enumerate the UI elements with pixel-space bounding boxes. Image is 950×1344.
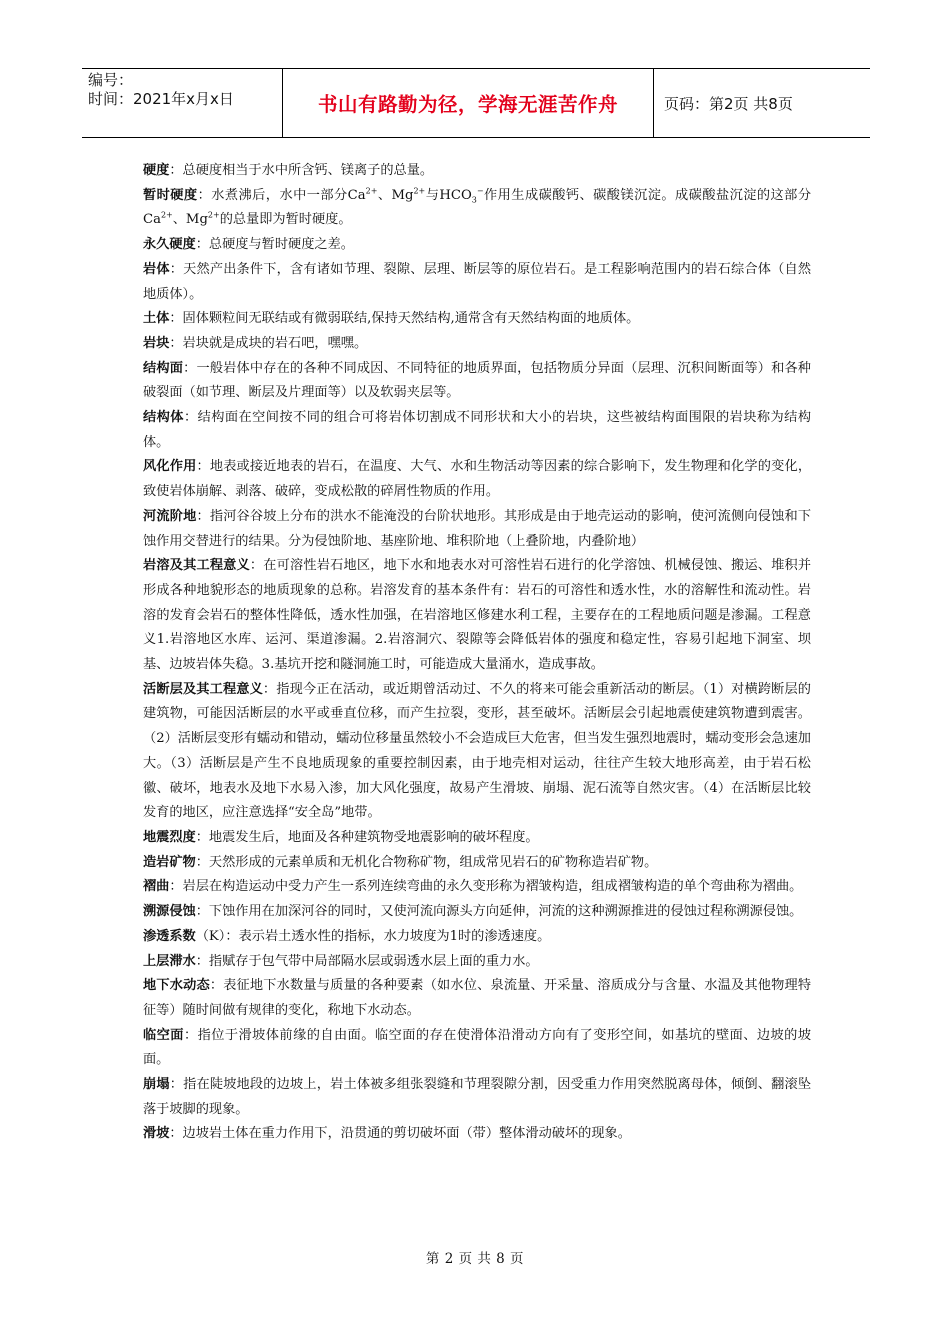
- entry-term: 岩块: [143, 335, 170, 351]
- entry-term: 活断层及其工程意义: [143, 681, 263, 697]
- glossary-entry: [143, 233, 811, 258]
- entry-description: ：总硬度与暂时硬度之差。: [195, 237, 354, 253]
- entry-term: 永久硬度: [143, 237, 196, 253]
- entry-term: 暂时硬度: [143, 187, 198, 203]
- entry-term: 硬度: [143, 163, 170, 178]
- glossary-entry: [143, 950, 811, 975]
- entry-term: 岩溶及其工程意义: [143, 558, 250, 574]
- glossary-entry: [143, 184, 811, 233]
- entry-description: ：指现今正在活动，或近期曾活动过、不久的将来可能会重新活动的断层。（1）对横跨断层的建筑物，可能因活断层的水平或垂直位移，而产生拉裂，变形，甚至破坏。活断层会引起地震使建筑物遭到震害。（2）活断层变形有蠕动和错动，蠕动位移量虽然较小不会造成巨大危害，但当发生强烈地震时，蠕动变形会急速加大。（3）活断层是产生不良地质现象的重要控制因素，由于地壳相对运动，往往产生较大地形高差，由于岩石松徽、破坏，地表水及地下水易入渗，加大风化强度，故易产生滑坡、崩塌、泥石流等自然灾害。（4）在活断层比较发育的地区，应注意选择“安全岛”地带。: [143, 681, 811, 821]
- entry-description: ：边坡岩土体在重力作用下，沿贯通的剪切破坏面（带）整体滑动破坏的现象。: [169, 1126, 631, 1142]
- entry-term: 结构面: [143, 360, 184, 376]
- header-motto-cell: [282, 69, 654, 137]
- entry-description: ：在可溶性岩石地区，地下水和地表水对可溶性岩石进行的化学溶蚀、机械侵蚀、搬运、堆积并形成各种地貌形态的地质现象的总称。岩溶发育的基本条件有：岩石的可溶性和透水性，水的溶解性和流动性。岩溶的发育会岩石的整体性降低，透水性加强，在岩溶地区修建水利工程，主要存在的工程地质问题是渗漏。工程意义1.岩溶地区水库、运河、渠道渗漏。2.岩溶洞穴、裂隙等会降低岩体的强度和稳定性，容易引起地下洞室、坝基、边坡岩体失稳。3.基坑开挖和隧洞施工时，可能造成大量涌水，造成事故。: [143, 558, 812, 673]
- entry-description: ：指赋存于包气带中局部隔水层或弱透水层上面的重力水。: [195, 953, 539, 969]
- glossary-entry: [143, 332, 811, 357]
- entry-term: 岩体: [143, 261, 170, 277]
- glossary-entry: [143, 1024, 811, 1073]
- glossary-entry: [143, 678, 811, 826]
- desc-part: 、Mg: [172, 212, 208, 228]
- entry-term: 风化作用: [143, 459, 197, 475]
- entry-description: ：指位于滑坡体前缘的自由面。临空面的存在使滑体沿滑动方向有了变形空间，如基坑的壁面、边坡的坡面。: [143, 1027, 812, 1068]
- number-label: 编号：: [88, 71, 134, 89]
- glossary-entry: [143, 925, 811, 950]
- glossary-entry: [143, 1122, 811, 1147]
- page-footer: [0, 1247, 950, 1267]
- glossary-entry: [143, 826, 811, 851]
- superscript: 2+: [413, 186, 426, 196]
- entry-description: ：下蚀作用在加深河谷的同时，又使河流向源头方向延伸，河流的这种溯源推进的侵蚀过程称溯源侵蚀。: [195, 904, 803, 920]
- glossary-entry: [143, 851, 811, 876]
- entry-description: ：天然形成的元素单质和无机化合物称矿物，组成常见岩石的矿物称造岩矿物。: [195, 854, 658, 870]
- subscript: 3: [471, 195, 477, 205]
- entry-description: （K）：表示岩土透水性的指标，水力坡度为1时的渗透速度。: [195, 928, 551, 944]
- glossary-entry: [143, 455, 811, 504]
- entry-term: 造岩矿物: [143, 854, 196, 870]
- superscript: 2+: [207, 211, 220, 221]
- entry-description: ：一般岩体中存在的各种不同成因、不同特征的地质界面，包括物质分异面（层理、沉积间断面等）和各种破裂面（如节理、断层及片理面等）以及软弱夹层等。: [143, 360, 811, 401]
- glossary-content: [143, 159, 811, 1147]
- glossary-entry: [143, 406, 811, 455]
- entry-term: 临空面: [143, 1027, 184, 1043]
- entry-term: 地震烈度: [143, 829, 196, 845]
- entry-term: 上层滞水: [143, 953, 196, 969]
- entry-description: ：总硬度相当于水中所含钙、镁离子的总量。: [169, 163, 434, 178]
- glossary-entry: [143, 357, 811, 406]
- entry-description: ：结构面在空间按不同的组合可将岩体切割成不同形状和大小的岩块，这些被结构面围限的岩块称为结构体。: [143, 410, 812, 450]
- entry-term: 褶曲: [143, 879, 170, 895]
- entry-term: 地下水动态: [143, 978, 210, 994]
- glossary-entry: [143, 505, 811, 554]
- superscript: −: [476, 186, 484, 196]
- entry-term: 滑坡: [143, 1126, 170, 1142]
- header-page-cell: [654, 69, 870, 137]
- entry-description: ：表征地下水数量与质量的各种要素（如水位、泉流量、开采量、溶质成分与含量、水温及其他物理特征等）随时间做有规律的变化，称地下水动态。: [143, 978, 812, 1018]
- glossary-entry: [143, 875, 811, 900]
- entry-term: 崩塌: [143, 1077, 170, 1093]
- entry-term: 渗透系数: [143, 928, 196, 944]
- desc-part: 作用生成碳酸钙、碳酸镁沉淀。成碳酸盐沉淀的这部分Ca: [143, 187, 812, 228]
- entry-description: ：地表或接近地表的岩石，在温度、大气、水和生物活动等因素的综合影响下，发生物理和化学的变化，致使岩体崩解、剥落、破碎，变成松散的碎屑性物质的作用。: [143, 459, 812, 500]
- motto-text: 书山有路勤为径，学海无涯苦作舟: [317, 93, 618, 116]
- header-left-cell: [82, 69, 282, 137]
- glossary-entry: [143, 900, 811, 925]
- entry-description: ：指在陡坡地段的边坡上，岩土体被多组张裂缝和节理裂隙分割，因受重力作用突然脱离母体，倾倒、翻滚坠落于坡脚的现象。: [143, 1077, 812, 1117]
- glossary-entry: [143, 258, 811, 307]
- glossary-entry: [143, 974, 811, 1023]
- glossary-entry: [143, 554, 811, 678]
- footer-page-number: 第 2 页 共 8 页: [425, 1251, 525, 1267]
- desc-part: ：水煮沸后，水中一部分Ca: [197, 187, 366, 203]
- entry-description: ：岩层在构造运动中受力产生一系列连续弯曲的永久变形称为褶皱构造，组成褶皱构造的单个弯曲称为褶曲。: [169, 879, 803, 895]
- superscript: 2+: [365, 186, 378, 196]
- desc-part: 、Mg: [377, 187, 414, 203]
- entry-description: ：岩块就是成块的岩石吧，嘿嘿。: [169, 335, 368, 351]
- page-info: 页码：第2页 共8页: [664, 94, 793, 113]
- date-label: 时间：2021年x月x日: [88, 90, 234, 108]
- desc-part: 与HCO: [425, 187, 472, 203]
- entry-description: ：指河谷谷坡上分布的洪水不能淹没的台阶状地形。其形成是由于地壳运动的影响，使河流侧向侵蚀和下蚀作用交替进行的结果。分为侵蚀阶地、基座阶地、堆积阶地（上叠阶地，内叠阶地）: [143, 508, 812, 549]
- page-header: [82, 68, 870, 138]
- entry-term: 溯源侵蚀: [143, 904, 196, 920]
- glossary-entry: [143, 159, 811, 184]
- entry-description: ：固体颗粒间无联结或有微弱联结,保持天然结构,通常含有天然结构面的地质体。: [169, 311, 640, 327]
- entry-term: 土体: [143, 311, 170, 327]
- superscript: 2+: [160, 211, 173, 221]
- entry-description: ：地震发生后，地面及各种建筑物受地震影响的破坏程度。: [195, 829, 539, 845]
- entry-term: 河流阶地: [143, 508, 197, 524]
- glossary-entry: [143, 1073, 811, 1122]
- entry-term: 结构体: [143, 410, 184, 426]
- entry-description: [143, 188, 811, 228]
- entry-description: ：天然产出条件下，含有诸如节理、裂隙、层理、断层等的原位岩石。是工程影响范围内的岩石综合体（自然地质体）。: [143, 261, 812, 302]
- desc-part: 的总量即为暂时硬度。: [219, 212, 352, 228]
- glossary-entry: [143, 307, 811, 332]
